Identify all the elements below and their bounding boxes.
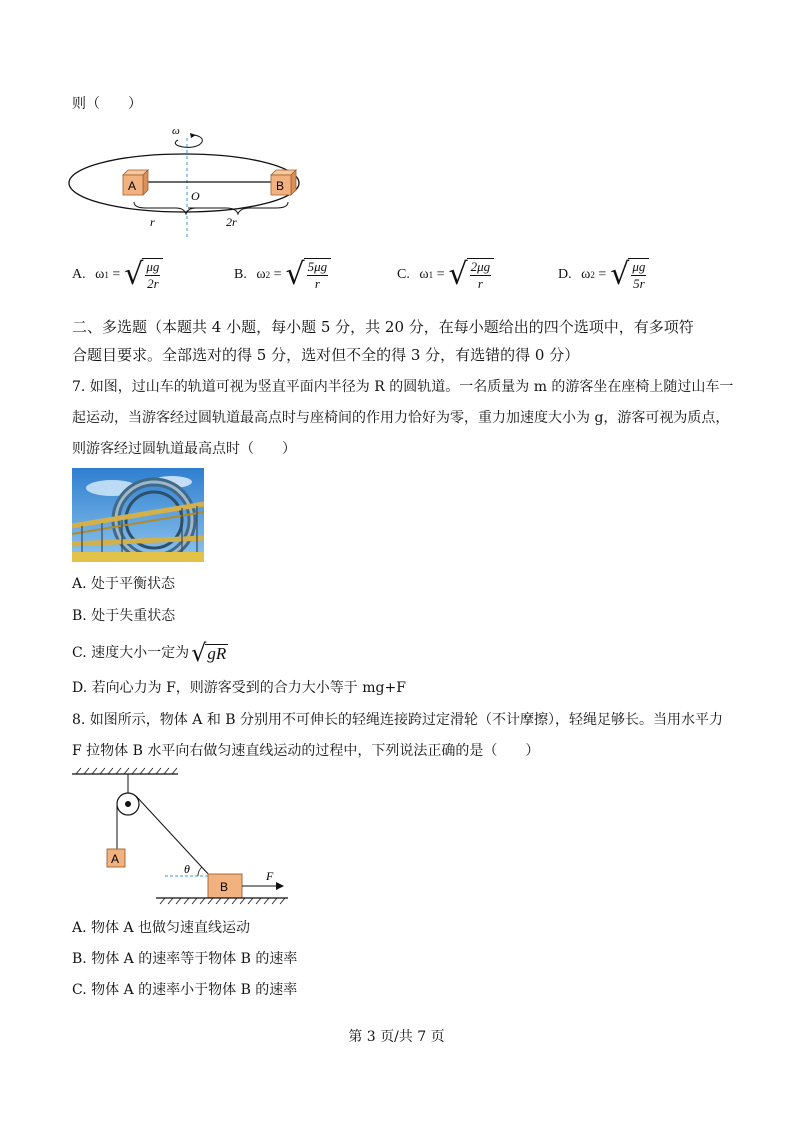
block-a-label: A [128,179,137,193]
option-numerator: μg [632,259,646,274]
rotating-disk-figure [66,120,316,240]
q8-option-b[interactable]: B. 物体 A 的速率等于物体 B 的速率 [72,951,298,967]
q7-option-a[interactable]: A. 处于平衡状态 [72,576,176,592]
option-numerator: 5μg [307,259,328,274]
section-2-header-line2: 合题目要求。全部选对的得 5 分，选对但不全的得 3 分，有选错的得 0 分） [72,346,580,364]
q6-option-b[interactable]: B. ω 2 = √ $\frac{5\mu g}{r}$ [234,258,331,292]
option-var: ω [581,267,591,282]
pulley-block-a-label: A [111,852,120,866]
q6-option-a[interactable]: A. ω 1 = √ $\frac{\mu g}{2r}$ [72,258,163,292]
block-a [123,170,148,195]
q6-tail: 则（ ） [72,96,142,112]
force-arrow-icon [276,882,284,890]
q7-option-c-text: C. 速度大小一定为 [72,645,190,661]
option-denominator: r [314,276,320,291]
option-letter: A. [72,267,86,282]
roller-coaster-photo [72,468,204,562]
option-sub: 2 [590,270,595,280]
q7-option-c-math: gR [207,643,227,663]
option-var: ω [95,267,105,282]
option-sub: 1 [428,270,434,280]
pulley-block-b-label: B [220,880,229,894]
q7-option-d[interactable]: D. 若向心力为 F，则游客受到的合力大小等于 mg+F [72,680,406,696]
option-sub: 2 [265,270,271,280]
theta-label: θ [184,862,190,876]
pulley-figure [70,766,290,908]
q6-option-c[interactable]: C. ω 1 = √ $\frac{2\mu g}{r}$ [397,258,494,292]
q7-stem-line3: 则游客经过圆轨道最高点时（ ） [72,441,296,457]
force-f-label: F [266,869,274,883]
disk-ellipse [69,154,299,212]
q6-option-d[interactable]: D. ω 2 = √ $\frac{\mu g}{5r}$ [558,258,649,292]
option-denominator: r [477,276,483,291]
block-b [271,170,296,195]
option-numerator: μg [146,259,160,274]
option-denominator: 2r [147,276,159,291]
option-numerator: 2μg [470,259,491,274]
two-r-label: 2r [226,215,237,229]
q7-option-b[interactable]: B. 处于失重状态 [72,608,176,624]
center-o-label: O [191,189,200,203]
omega-label: ω [172,125,180,137]
option-var: ω [419,267,429,282]
q8-stem-line2: F 拉物体 B 水平向右做匀速直线运动的过程中，下列说法正确的是（ ） [72,743,540,759]
option-denominator: 5r [633,276,645,291]
q7-stem-line2: 起运动，当游客经过圆轨道最高点时与座椅间的作用力恰好为零，重力加速度大小为 g，游客可视为质点， [72,410,730,426]
rotation-arrowhead-icon [190,133,196,138]
block-b-label: B [276,179,285,193]
q7-option-c[interactable]: C. 速度大小一定为 √ gR [72,639,227,667]
page-footer: 第 3 页/共 7 页 [348,1029,445,1045]
q8-option-a[interactable]: A. 物体 A 也做匀速直线运动 [72,920,251,936]
option-letter: B. [234,267,247,282]
q7-stem-line1: 7. 如图，过山车的轨道可视为竖直平面内半径为 R 的圆轨道。一名质量为 m 的游客坐在座椅上随过山车一 [72,379,734,395]
q8-option-c[interactable]: C. 物体 A 的速率小于物体 B 的速率 [72,982,298,998]
section-2-header-line1: 二、多选题（本题共 4 小题，每小题 5 分，共 20 分，在每小题给出的四个选项中，有多项符 [72,318,694,336]
q8-stem-line1: 8. 如图所示，物体 A 和 B 分别用不可伸长的轻绳连接跨过定滑轮（不计摩擦），轻绳足够长。当用水平力 [72,712,724,728]
ground-hatch [160,898,285,904]
option-sub: 1 [104,270,109,280]
r-label: r [150,215,155,229]
option-letter: C. [397,267,410,282]
option-letter: D. [558,267,572,282]
ceiling-hatch [76,768,177,774]
option-var: ω [256,267,266,282]
